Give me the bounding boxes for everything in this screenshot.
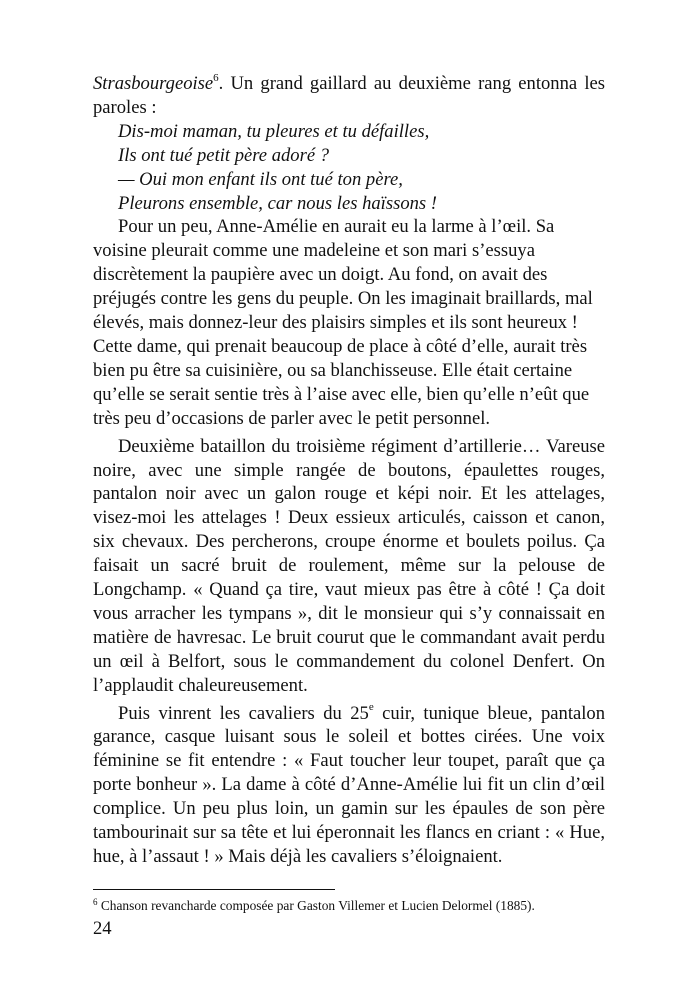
footnote: [93, 898, 613, 914]
paragraph-2: Pour un peu, Anne-Amélie en aurait eu la larme à l’œil. Sa voisine pleurait comme une madeleine et son mari s’essuya discrètement la paupière avec un doigt. Au fond, on avait des préjugés contre les gens du peuple. On les imaginait braillards, mal élevés, mais donnez-leur des plaisirs simples et ils sont heureux ! Cette dame, qui prenait beaucoup de place à côté d’elle, aurait très bien pu être sa cuisinière, ou sa blanchisseuse. Elle était certaine qu’elle se serait sentie très à l’aise avec elle, bien qu’elle n’eût que très peu d’occasions de parler avec le petit personnel.: [93, 216, 593, 429]
footnote-reference: 6: [213, 71, 219, 84]
verse-line: — Oui mon enfant ils ont tué ton père,: [118, 168, 403, 190]
paragraph-1-text: . Un grand gaillard au deuxième rang entonna les paroles :: [93, 73, 605, 118]
footnote-separator: [93, 889, 335, 890]
verse-line: Ils ont tué petit père adoré ?: [118, 144, 330, 166]
footnote-number: 6: [93, 896, 98, 907]
page-body: [93, 72, 605, 869]
paragraph-4-rest: cuir, tunique bleue, pantalon garance, casque luisant sous le soleil et bottes cirées. Une voix féminine se fit entendre : « Faut toucher leur toupet, paraît que ça porte bonheur ». La dame à côté d’Anne-Amélie lui fit un clin d’œil complice. Un peu plus loin, un gamin sur les épaules de son père tambourinait sur sa tête et lui éperonnait les flancs en criant : « Hue, hue, à l’assaut ! » Mais déjà les cavaliers s’éloignaient.: [93, 702, 606, 867]
verse-line: Pleurons ensemble, car nous les haïssons !: [118, 192, 437, 214]
paragraph-4: [93, 702, 605, 869]
page-number: 24: [93, 918, 112, 939]
song-title: Strasbourgeoise: [93, 73, 214, 94]
paragraph-3: Deuxième bataillon du troisième régiment d’artillerie… Vareuse noire, avec une simple rangée de boutons, épaulettes rouges, pantalon noir avec un galon rouge et képi noir. Et les attelages, visez-moi les attelages ! Deux essieux articulés, caisson et canon, six chevaux. Des percherons, croupe énorme et boulets poilus. Ça faisait un sacré bruit de roulement, même sur la pelouse de Longchamp. « Quand ça tire, vaut mieux pas être à côté ! Ça doit vous arracher les tympans », dit le monsieur qui s’y connaissait en matière de havresac. Le bruit courut que le commandant avait perdu un œil à Belfort, sous le commandement du colonel Denfert. On l’applaudit chaleureusement.: [93, 435, 605, 696]
footnote-text: Chanson revancharde composée par Gaston Villemer et Lucien Delormel (1885).: [97, 898, 535, 913]
paragraph-4-start: Puis vinrent les cavaliers du 25: [118, 702, 369, 724]
ordinal-suffix: e: [368, 701, 374, 714]
paragraph-1: [93, 72, 605, 120]
verse-line: Dis-moi maman, tu pleures et tu défailles,: [118, 120, 430, 142]
